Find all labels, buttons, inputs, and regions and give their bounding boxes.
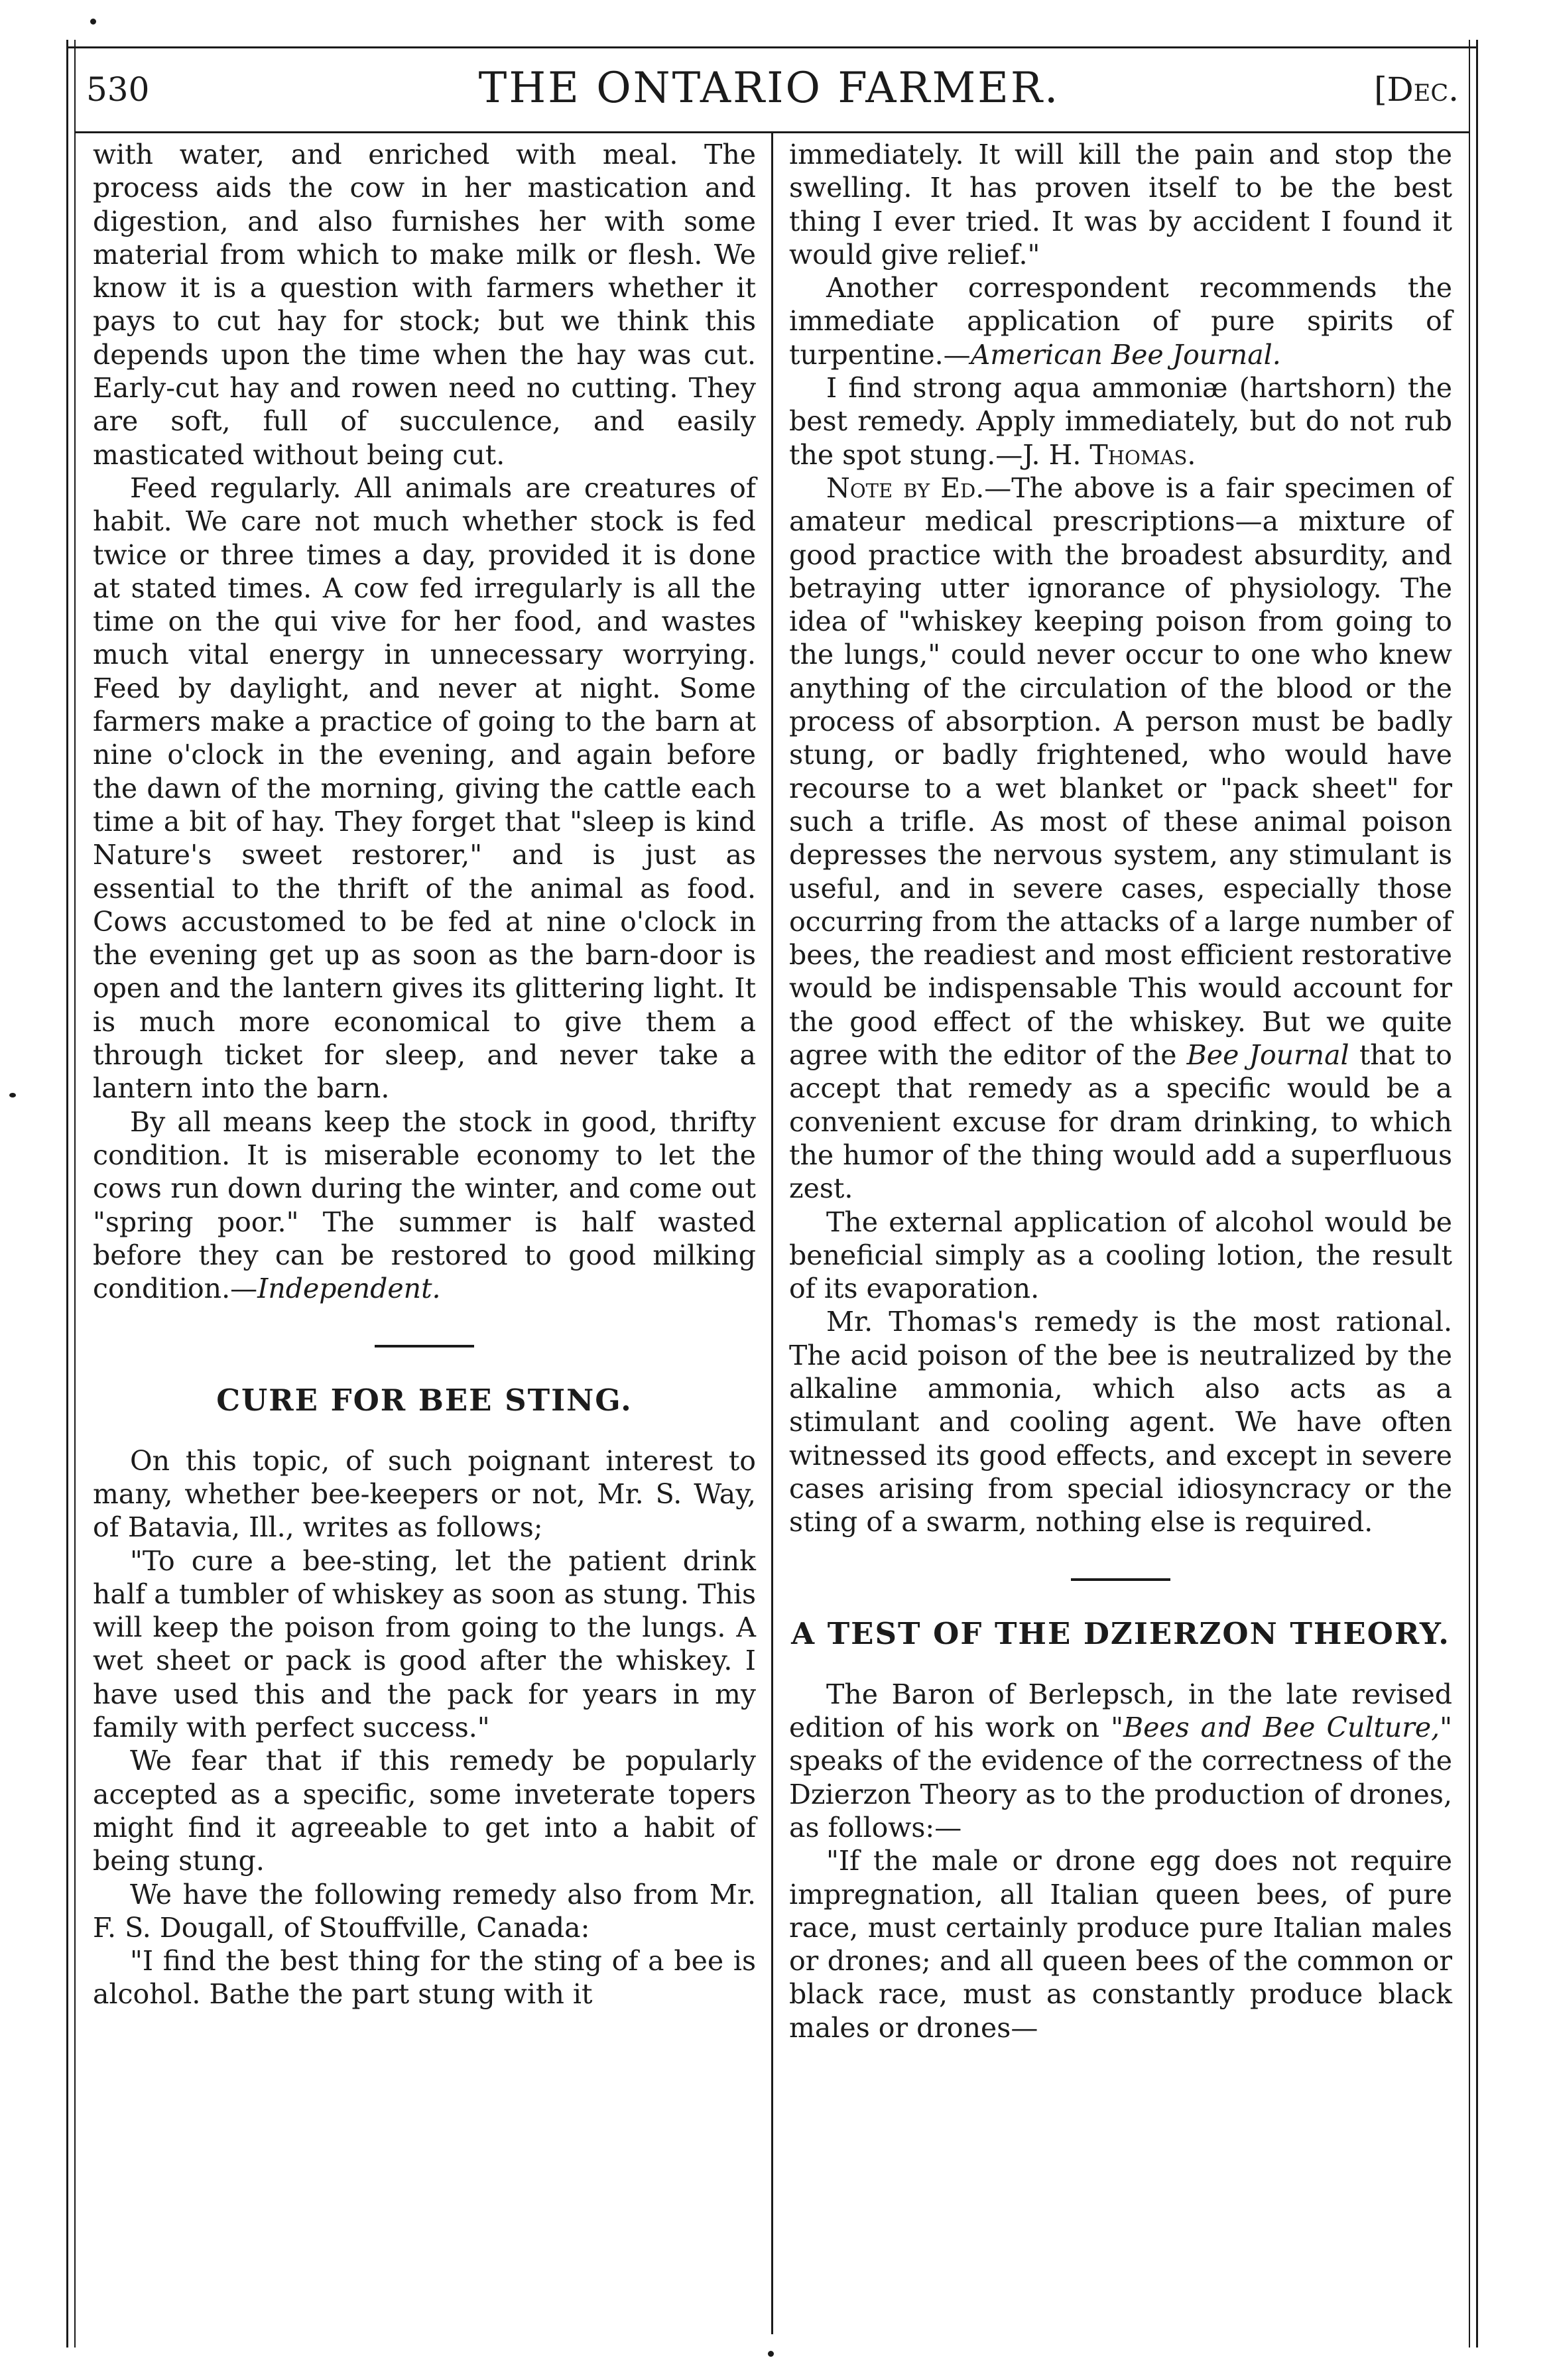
article-paragraph — [789, 271, 1452, 371]
article-paragraph-text: The Baron of Berlepsch, in the late revised edition of his work on " — [789, 1678, 1452, 1744]
right-column — [789, 138, 1452, 2044]
article-paragraph: immediately. It will kill the pain and stop the swelling. It has proven itself to be the best thing I ever tried. It was by accident I found it would give relief." — [789, 139, 1452, 271]
ink-speck — [9, 1093, 16, 1097]
right-border-outer — [1476, 40, 1478, 2348]
article-paragraph-text: By all means keep the stock in good, thrifty condition. It is miserable economy to let the cows run down during the winter, and come out "spring poor." The summer is half wasted before they can be restored to good milking condition.— — [93, 1105, 756, 1305]
ink-speck — [768, 2351, 774, 2357]
editor-note — [789, 471, 1452, 1206]
author-name: Thomas. — [1089, 438, 1196, 471]
book-title: Bees and Bee Culture, — [1123, 1712, 1440, 1744]
quoted-paragraph: "If the male or drone egg does not require impregnation, all Italian queen bees, of pure race, must certainly produce pure Italian males or drones; and all queen bees of the common or black race, must as constantly produce black males or drones— — [789, 1845, 1452, 2044]
article-paragraph: Feed regularly. All animals are creatures of habit. We care not much whether stock is fed twice or three times a day, provided it is done at stated times. A cow fed irregularly is all the time on the qui vive for her food, and wastes much vital energy in unnecessary worrying. Feed by daylight, and never at night. Some farmers make a practice of going to the barn at nine o'clock in the evening, and again before the dawn of the morning, giving the cattle each time a bit of hay. They forget that "sleep is kind Nature's sweet restorer," and is just as essential to the thrift of the animal as food. Cows accustomed to be fed at nine o'clock in the evening get up as soon as the barn-door is open and the lantern gives its glittering light. It is much more economical to give them a through ticket for sleep, and never take a lantern into the barn. — [93, 471, 756, 1105]
article-paragraph: with water, and enriched with meal. The process aids the cow in her mastication and digestion, and also furnishes her with some material from which to make milk or flesh. We know it is a question with farmers whether it pays to cut hay for stock; but we think this depends upon the time when the hay was cut. Early-cut hay and rowen need no cutting. They are soft, full of succulence, and easily masticated without being cut. — [93, 139, 756, 471]
article-paragraph: We have the following remedy also from Mr. F. S. Dougall, of Stouffville, Canada: — [93, 1878, 756, 1944]
article-paragraph-text: Another correspondent recommends the immediate application of pure spirits of turpentine.— — [789, 272, 1452, 371]
quoted-paragraph: "I find the best thing for the sting of a bee is alcohol. Bathe the part stung with it — [93, 1945, 756, 2011]
ink-speck — [90, 19, 96, 25]
editor-note-label: Note by Ed. — [826, 471, 985, 504]
source-credit: Independent. — [257, 1273, 441, 1305]
issue-month: [Dec. — [1374, 70, 1459, 109]
article-paragraph — [789, 371, 1452, 471]
section-title-dzierzon-theory: A TEST OF THE DZIERZON THEORY. — [791, 1616, 1450, 1652]
section-title-bee-sting: CURE FOR BEE STING. — [216, 1383, 633, 1418]
editor-note-text: that to accept that remedy as a specific would be a convenient excuse for dram drinking, to which the humor of the thing would add a superfluous zest. — [789, 1039, 1452, 1205]
article-paragraph — [789, 1678, 1452, 1844]
page-header — [80, 58, 1459, 131]
left-border-outer — [66, 40, 68, 2348]
right-border-inner — [1469, 40, 1470, 2348]
source-credit: American Bee Journal. — [970, 338, 1281, 371]
journal-title: Bee Journal — [1186, 1039, 1349, 1072]
top-rule — [66, 46, 1478, 48]
quoted-paragraph: "To cure a bee-sting, let the patient drink half a tumbler of whiskey as soon as stung. This will keep the poison from going to the lungs. A wet sheet or pack is good after the whiskey. I have used this and the pack for years in my family with perfect success." — [93, 1544, 756, 1744]
article-paragraph: Mr. Thomas's remedy is the most rational. The acid poison of the bee is neutralized by the alkaline ammonia, which also acts as a stimulant and cooling agent. We have often witnessed its good effects, and except in severe cases arising from special idiosyncracy or the sting of a swarm, nothing else is required. — [789, 1306, 1452, 1538]
left-column — [93, 138, 756, 2011]
article-paragraph: The external application of alcohol would be beneficial simply as a cooling lotion, the result of its evaporation. — [789, 1206, 1452, 1305]
left-border-inner — [74, 40, 76, 2348]
article-paragraph-text: I find strong aqua ammoniæ (hartshorn) the best remedy. Apply immediately, but do not rub the spot stung.—J. H. — [789, 372, 1452, 471]
editor-note-text: —The above is a fair specimen of amateur medical prescriptions—a mixture of good practice with the broadest absurdity, and betraying utter ignorance of physiology. The idea of "whiskey keeping poison from going to the lungs," could never occur to one who knew anything of the circulation of the blood or the process of absorption. A person must be badly stung, or badly frightened, who would have recourse to a wet blanket or "pack sheet" for such a trifle. As most of these animal poison depresses the nervous system, any stimulant is useful, and in severe cases, especially those occurring from the attacks of a large number of bees, the readiest and most efficient restorative would be indispensable This would account for the good effect of the whiskey. But we quite agree with the editor of the — [789, 471, 1452, 1072]
article-paragraph: We fear that if this remedy be popularly accepted as a specific, some inveterate topers might find it agreeable to get into a habit of being stung. — [93, 1745, 756, 1877]
publication-title: THE ONTARIO FARMER. — [478, 64, 1060, 113]
article-paragraph: On this topic, of such poignant interest to many, whether bee-keepers or not, Mr. S. Way, of Batavia, Ill., writes as follows; — [93, 1444, 756, 1544]
column-divider — [771, 133, 773, 2334]
article-paragraph-text: " speaks of the evidence of the correctness of the Dzierzon Theory as to the production of drones, as follows:— — [789, 1712, 1452, 1844]
article-paragraph — [93, 1105, 756, 1306]
page-number: 530 — [86, 70, 150, 109]
